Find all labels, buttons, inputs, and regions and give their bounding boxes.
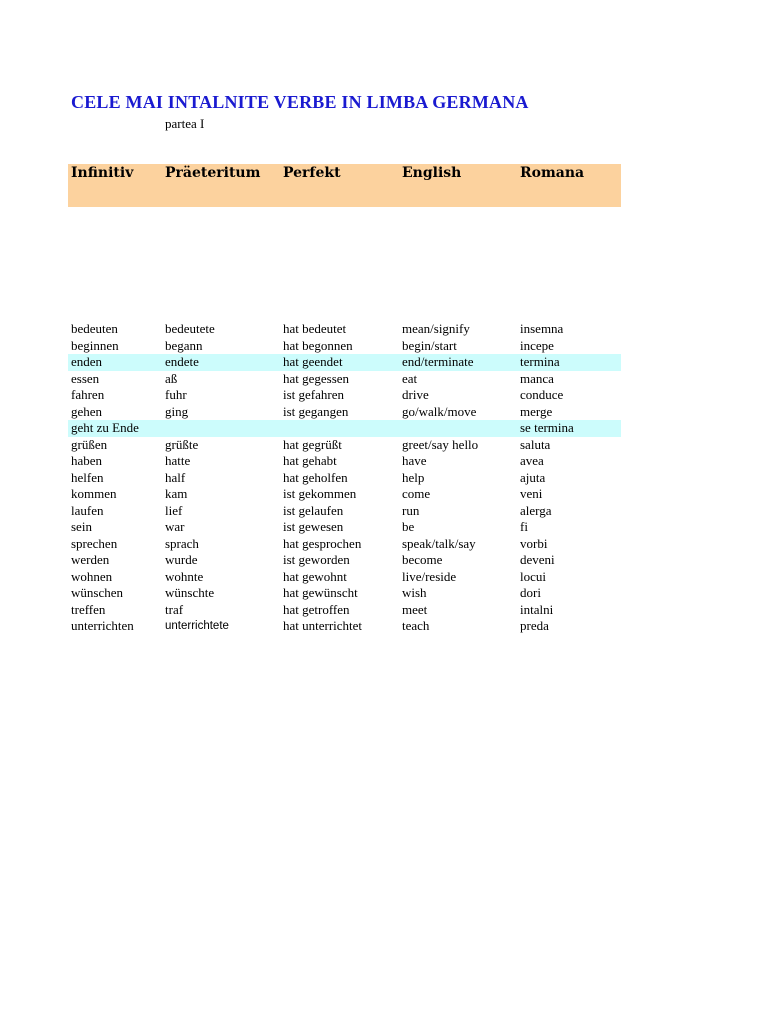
table-row — [68, 470, 621, 487]
table-row — [68, 387, 621, 404]
table-row — [68, 602, 621, 619]
cell-english: go/walk/move — [402, 403, 477, 419]
cell-romana: vorbi — [520, 535, 548, 551]
cell-praeteritum: wurde — [165, 552, 198, 567]
cell-infinitiv: werden — [71, 552, 110, 567]
cell-infinitiv: kommen — [71, 486, 117, 501]
cell-romana: fi — [520, 519, 528, 534]
cell-praeteritum: grüßte — [165, 436, 199, 452]
cell-english: run — [402, 502, 420, 518]
cell-perfekt: hat geendet — [283, 354, 343, 369]
cell-romana: conduce — [520, 387, 564, 402]
document-title: CELE MAI INTALNITE VERBE IN LIMBA GERMANA — [71, 92, 529, 112]
cell-infinitiv: haben — [71, 453, 103, 468]
table-row — [68, 536, 621, 553]
cell-praeteritum: fuhr — [165, 387, 187, 402]
cell-english: end/terminate — [402, 354, 474, 369]
cell-infinitiv: unterrichten — [71, 618, 134, 633]
cell-romana: termina — [520, 354, 560, 369]
table-row — [68, 437, 621, 454]
cell-perfekt: ist gegangen — [283, 403, 349, 419]
header-praeteritum: Präeteritum — [165, 165, 261, 181]
cell-praeteritum: aß — [165, 370, 178, 386]
table-row — [68, 354, 621, 371]
table-row — [68, 321, 621, 338]
table-row — [68, 618, 621, 635]
cell-infinitiv: fahren — [71, 387, 105, 402]
cell-perfekt: ist gewesen — [283, 519, 344, 534]
cell-english: teach — [402, 618, 430, 633]
cell-infinitiv: treffen — [71, 601, 106, 617]
cell-perfekt: hat begonnen — [283, 337, 353, 353]
cell-romana: veni — [520, 486, 543, 501]
cell-infinitiv: wohnen — [71, 568, 113, 584]
cell-infinitiv: beginnen — [71, 337, 119, 353]
cell-perfekt: hat gesprochen — [283, 535, 362, 551]
cell-praeteritum: hatte — [165, 453, 191, 468]
cell-english: have — [402, 453, 427, 468]
document-subtitle: partea I — [165, 116, 205, 131]
cell-english: help — [402, 469, 425, 485]
cell-infinitiv: gehen — [71, 403, 103, 419]
cell-perfekt: hat gegrüßt — [283, 436, 342, 452]
table-row — [68, 420, 621, 437]
cell-infinitiv: helfen — [71, 469, 104, 485]
cell-english: eat — [402, 370, 418, 386]
cell-perfekt: hat getroffen — [283, 601, 350, 617]
cell-romana: manca — [520, 370, 554, 386]
cell-romana: ajuta — [520, 469, 546, 485]
cell-infinitiv: sprechen — [71, 535, 118, 551]
table-row — [68, 569, 621, 586]
cell-perfekt: hat gegessen — [283, 370, 350, 386]
cell-infinitiv: enden — [71, 354, 103, 369]
table-row — [68, 486, 621, 503]
cell-perfekt: ist gekommen — [283, 486, 357, 501]
cell-praeteritum: wünschte — [165, 585, 215, 600]
cell-perfekt: hat gewohnt — [283, 568, 347, 584]
table-row — [68, 404, 621, 421]
cell-romana: intalni — [520, 601, 554, 617]
cell-praeteritum: kam — [165, 486, 188, 501]
cell-english: come — [402, 486, 431, 501]
cell-infinitiv: sein — [71, 519, 92, 534]
cell-praeteritum: traf — [165, 601, 184, 617]
cell-praeteritum: bedeutete — [165, 321, 215, 336]
header-romana: Romana — [520, 165, 585, 181]
cell-romana: locui — [520, 568, 546, 584]
table-row — [68, 585, 621, 602]
cell-infinitiv: bedeuten — [71, 321, 118, 336]
cell-praeteritum: wohnte — [165, 568, 204, 584]
cell-perfekt: hat bedeutet — [283, 321, 347, 336]
cell-english: drive — [402, 387, 429, 402]
cell-perfekt: ist geworden — [283, 552, 350, 567]
cell-praeteritum: half — [165, 469, 186, 485]
cell-praeteritum: begann — [165, 337, 203, 353]
header-english: English — [402, 165, 462, 181]
table-row — [68, 552, 621, 569]
cell-romana: merge — [520, 403, 553, 419]
cell-infinitiv: wünschen — [71, 585, 123, 600]
cell-perfekt: hat geholfen — [283, 469, 348, 485]
cell-perfekt: hat unterrichtet — [283, 618, 363, 633]
cell-romana: avea — [520, 453, 544, 468]
table-row — [68, 338, 621, 355]
table-row — [68, 519, 621, 536]
cell-english: begin/start — [402, 337, 457, 353]
cell-english: meet — [402, 601, 428, 617]
cell-perfekt: ist gefahren — [283, 387, 345, 402]
cell-infinitiv: laufen — [71, 502, 104, 518]
header-perfekt: Perfekt — [283, 165, 341, 181]
cell-perfekt: hat gehabt — [283, 453, 337, 468]
cell-praeteritum: lief — [165, 502, 183, 518]
cell-perfekt: hat gewünscht — [283, 585, 358, 600]
cell-praeteritum: ging — [165, 403, 189, 419]
table-row — [68, 503, 621, 520]
cell-english: live/reside — [402, 568, 457, 584]
cell-english: speak/talk/say — [402, 535, 476, 551]
cell-infinitiv: grüßen — [71, 436, 108, 452]
cell-praeteritum: endete — [165, 354, 199, 369]
cell-romana: alerga — [520, 502, 552, 518]
table-row — [68, 371, 621, 388]
cell-praeteritum: unterrichtete — [165, 620, 229, 632]
cell-praeteritum: war — [165, 519, 185, 534]
cell-english: mean/signify — [402, 321, 470, 336]
cell-english: be — [402, 519, 415, 534]
cell-romana: incepe — [520, 337, 554, 353]
cell-romana: deveni — [520, 552, 555, 567]
header-infinitiv: Infinitiv — [71, 165, 134, 181]
cell-perfekt: ist gelaufen — [283, 502, 344, 518]
cell-romana: preda — [520, 618, 549, 633]
cell-english: wish — [402, 585, 427, 600]
verb-table-body — [68, 321, 621, 635]
cell-praeteritum: sprach — [165, 535, 199, 551]
table-row — [68, 453, 621, 470]
cell-infinitiv: geht zu Ende — [71, 420, 139, 435]
cell-romana: se termina — [520, 420, 574, 435]
cell-romana: dori — [520, 585, 541, 600]
cell-infinitiv: essen — [71, 370, 100, 386]
cell-english: become — [402, 552, 443, 567]
cell-romana: saluta — [520, 436, 551, 452]
cell-romana: insemna — [520, 321, 564, 336]
cell-english: greet/say hello — [402, 436, 479, 452]
